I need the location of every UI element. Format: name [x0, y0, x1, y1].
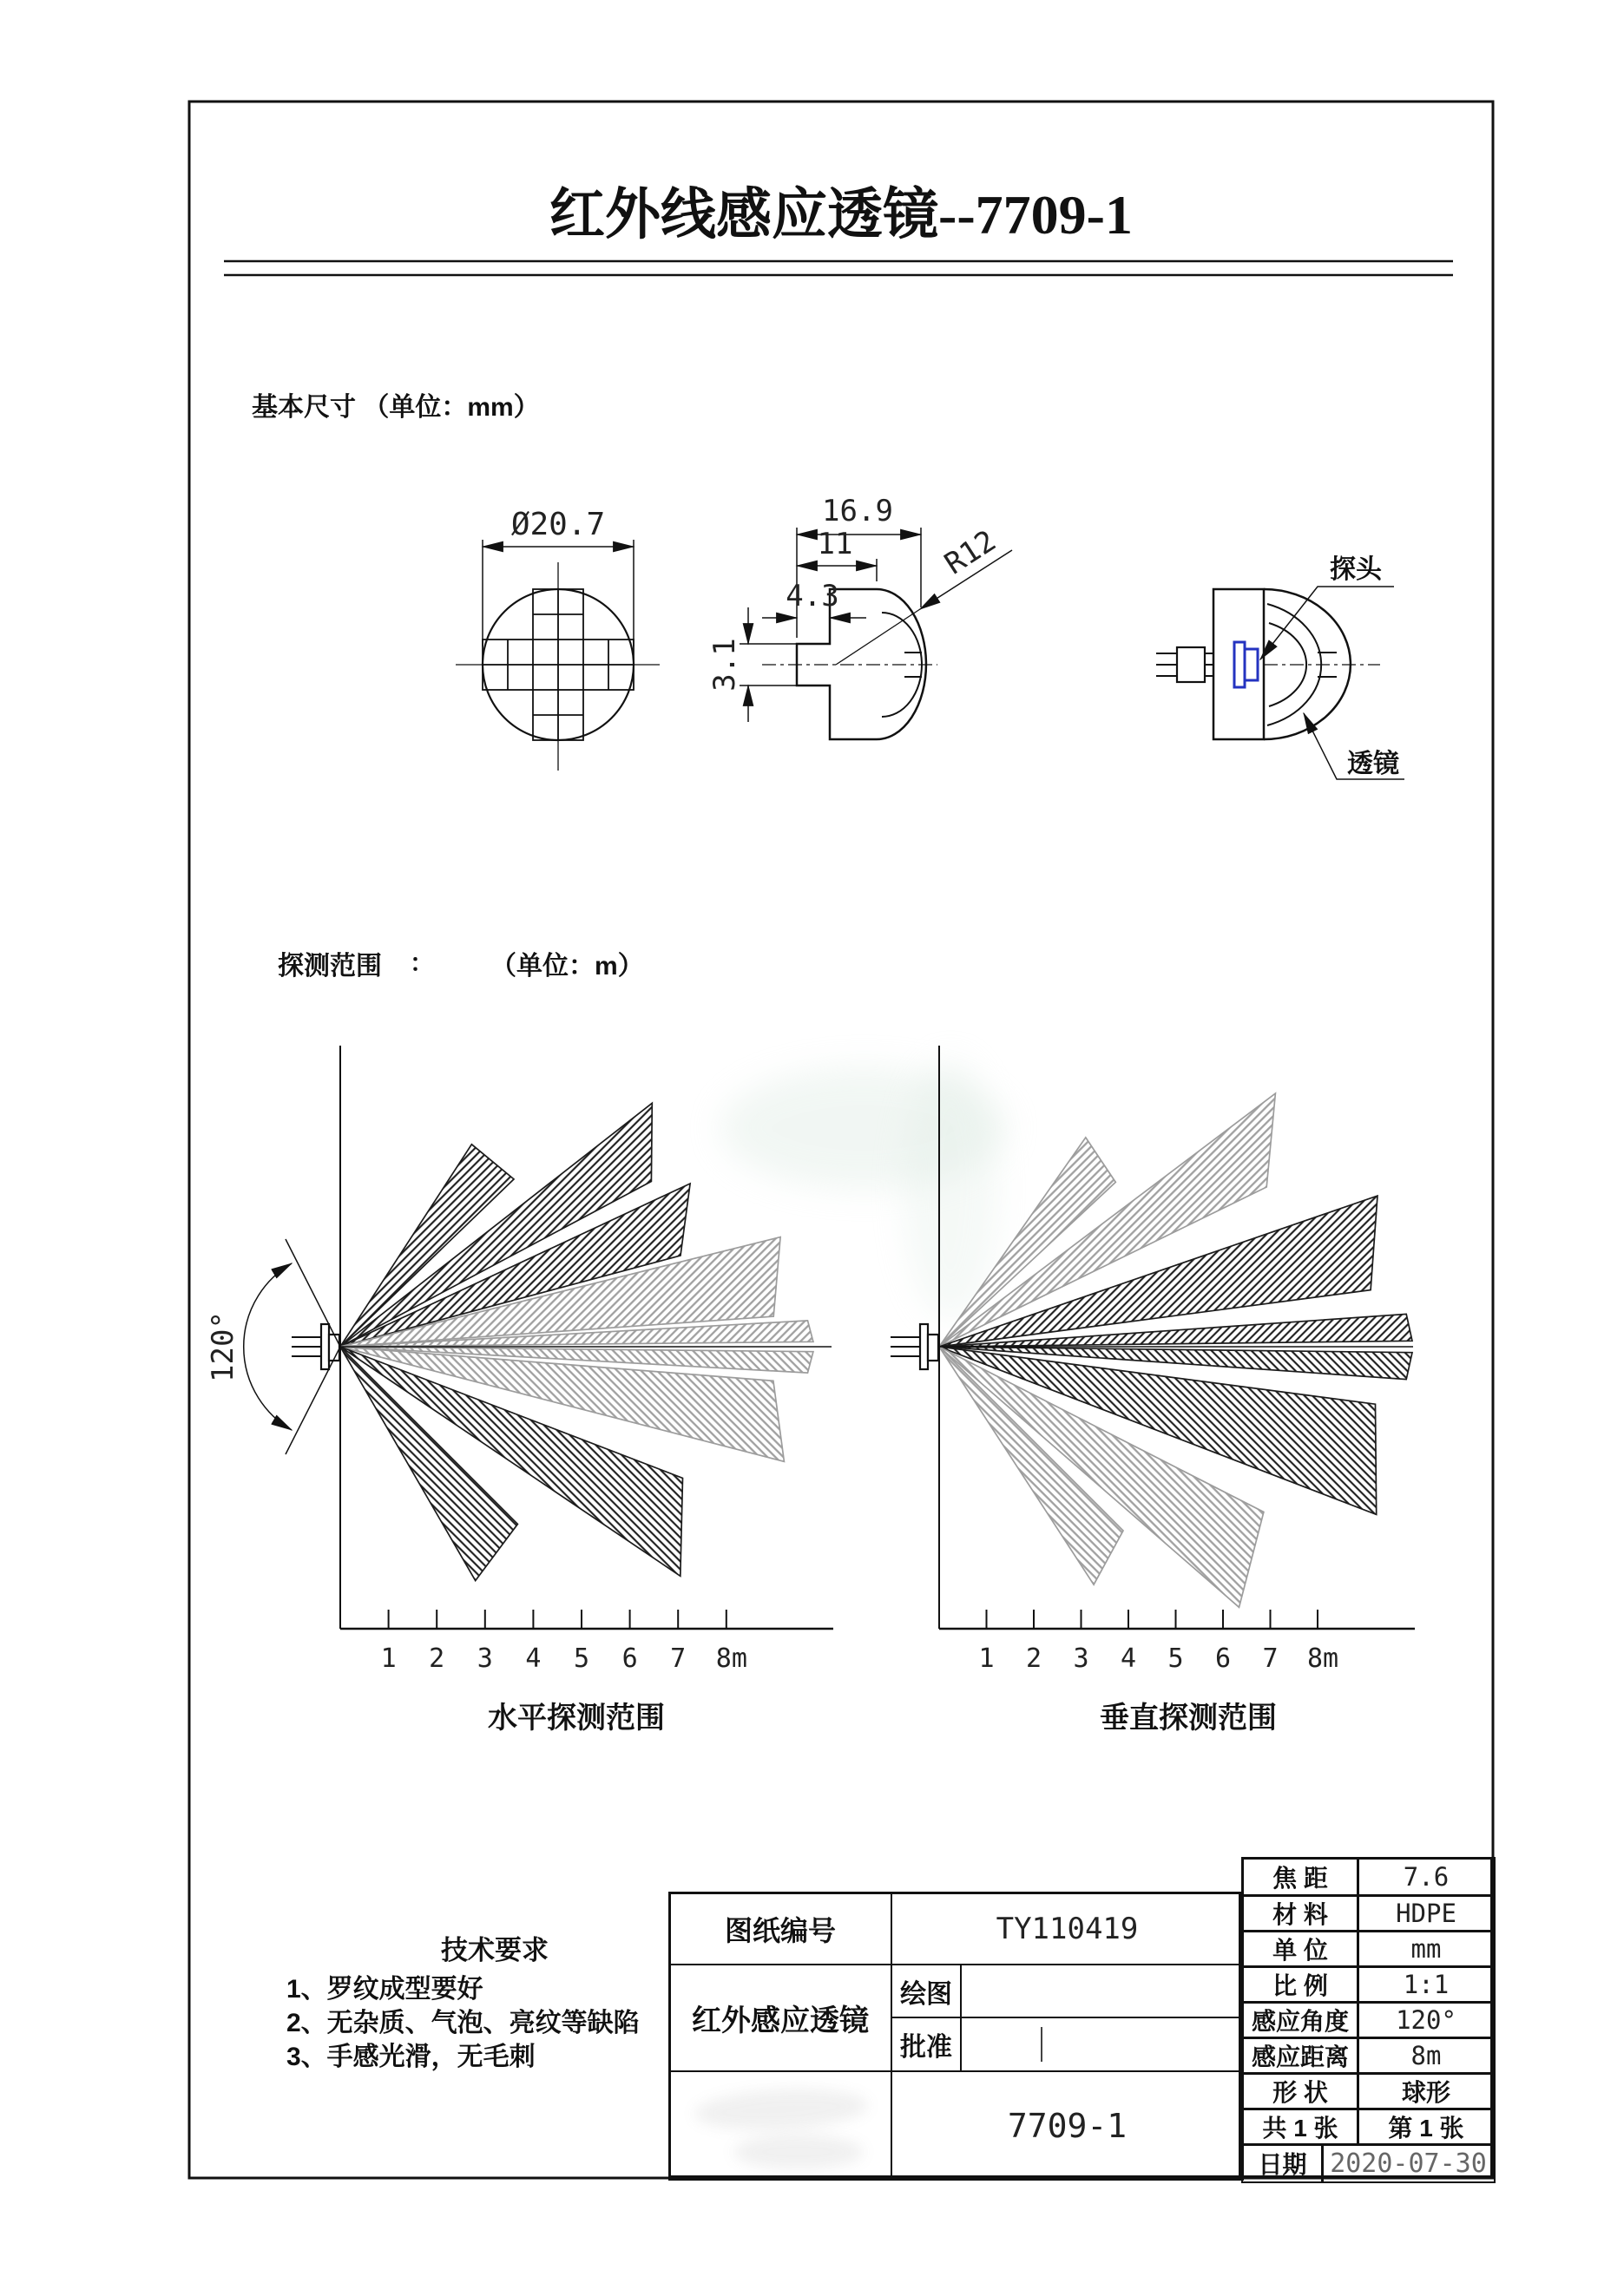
axis-tick-label: 4: [1120, 1643, 1137, 1674]
vertical-range-beams: [939, 1093, 1412, 1607]
axis-tick-label: 2: [1025, 1643, 1042, 1674]
probe-flange: [1234, 642, 1245, 687]
axis-tick-label: 5: [573, 1643, 590, 1674]
horizontal-range-beams: [340, 1103, 813, 1580]
spec-value: 7.6: [1357, 1857, 1496, 1897]
approve-mark: [1041, 2027, 1042, 2062]
sheet-no-cell: 第 1 张: [1357, 2108, 1496, 2146]
axis-tick-label: 7: [670, 1643, 687, 1674]
vertical-range-caption: 垂直探测范围: [1100, 1702, 1277, 1735]
spec-label: 形 状: [1241, 2072, 1359, 2110]
probe-can: [1177, 647, 1205, 682]
axis-tick-label: 4: [525, 1643, 542, 1674]
drawing-no-value-cell: TY110419: [891, 1892, 1244, 1965]
draw-label-cell: 绘图: [891, 1964, 962, 2018]
dim-step: 3.1: [707, 638, 742, 692]
dim-radius: R12: [938, 523, 1003, 582]
tech-requirement-item: 1、罗纹成型要好: [286, 1975, 483, 2004]
angle-label: 120°: [206, 1311, 240, 1382]
probe-label: 探头: [1330, 555, 1382, 584]
sensor-icon: [321, 1324, 329, 1369]
detection-unit-label: （单位：m）: [490, 952, 644, 981]
product-name-cell: 红外感应透镜: [668, 1964, 892, 2072]
front-view-drawing: [456, 507, 660, 771]
assembly-view-drawing: [1156, 555, 1404, 779]
spec-label: 材 料: [1241, 1894, 1359, 1932]
lens-label: 透镜: [1347, 750, 1399, 778]
company-watermark: [733, 2135, 864, 2169]
draw-value-cell: [960, 1964, 1244, 2018]
axis-tick-label: 8m: [715, 1643, 747, 1674]
dim-total-width: 16.9: [822, 494, 893, 528]
approve-value-cell: [960, 2017, 1244, 2072]
axis-tick-label: 2: [429, 1643, 445, 1674]
axis-tick-label: 7: [1262, 1643, 1279, 1674]
spec-label: 焦 距: [1241, 1857, 1359, 1897]
sheets-total-cell: 共 1 张: [1241, 2108, 1359, 2146]
axis-tick-label: 8m: [1307, 1643, 1339, 1674]
detection-range-label: 探测范围: [278, 952, 382, 981]
axis-tick-label: 3: [477, 1643, 493, 1674]
tech-requirement-item: 2、无杂质、气泡、亮纹等缺陷: [286, 2009, 640, 2037]
side-view-drawing: [707, 494, 1012, 739]
dim-diameter: Ø20.7: [510, 507, 606, 542]
horizontal-range-caption: 水平探测范围: [488, 1702, 665, 1735]
spec-value: mm: [1357, 1930, 1496, 1968]
axis-tick-label: 5: [1167, 1643, 1184, 1674]
axis-tick-label: 3: [1073, 1643, 1089, 1674]
vertical-range-ticks: [978, 1610, 1338, 1674]
spec-value: HDPE: [1357, 1894, 1496, 1932]
horizontal-range-ticks: [381, 1610, 747, 1674]
part-no-cell: 7709-1: [891, 2070, 1244, 2181]
spec-label: 感应距离: [1241, 2037, 1359, 2075]
spec-value: 8m: [1357, 2037, 1496, 2075]
tech-requirements: [286, 1928, 703, 2074]
tech-requirement-item: 3、手感光滑，无毛刺: [286, 2043, 536, 2071]
dim-stem: 4.3: [786, 579, 839, 613]
spec-value: 120°: [1357, 2001, 1496, 2039]
spec-label: 比 例: [1241, 1965, 1359, 2004]
approve-label-cell: 批准: [891, 2017, 962, 2072]
spec-value: 球形: [1357, 2072, 1496, 2110]
drawing-no-label-cell: 图纸编号: [668, 1892, 892, 1965]
date-label-cell: 日期: [1241, 2143, 1324, 2183]
sensor-icon: [920, 1324, 928, 1369]
axis-tick-label: 1: [380, 1643, 397, 1674]
spec-value: 1:1: [1357, 1965, 1496, 2004]
tech-requirements-title: 技术要求: [441, 1935, 549, 1965]
angle-arc: [244, 1263, 292, 1430]
title-block-specs: [1241, 1857, 1493, 2178]
axis-tick-label: 6: [1214, 1643, 1232, 1674]
detection-range-colon: ：: [410, 949, 435, 976]
date-value-cell: 2020-07-30: [1321, 2143, 1496, 2183]
title-block-main: [668, 1892, 1241, 2178]
axis-tick-label: 6: [621, 1643, 638, 1674]
spec-label: 感应角度: [1241, 2001, 1359, 2039]
probe-body: [1245, 649, 1258, 680]
axis-tick-label: 1: [978, 1643, 995, 1674]
dim-flat-width: 11: [817, 527, 853, 561]
spec-label: 单 位: [1241, 1930, 1359, 1968]
basic-dimensions-label: 基本尺寸 （单位：mm）: [252, 393, 540, 422]
page-title: 红外线感应透镜--7709-1: [549, 184, 1133, 246]
